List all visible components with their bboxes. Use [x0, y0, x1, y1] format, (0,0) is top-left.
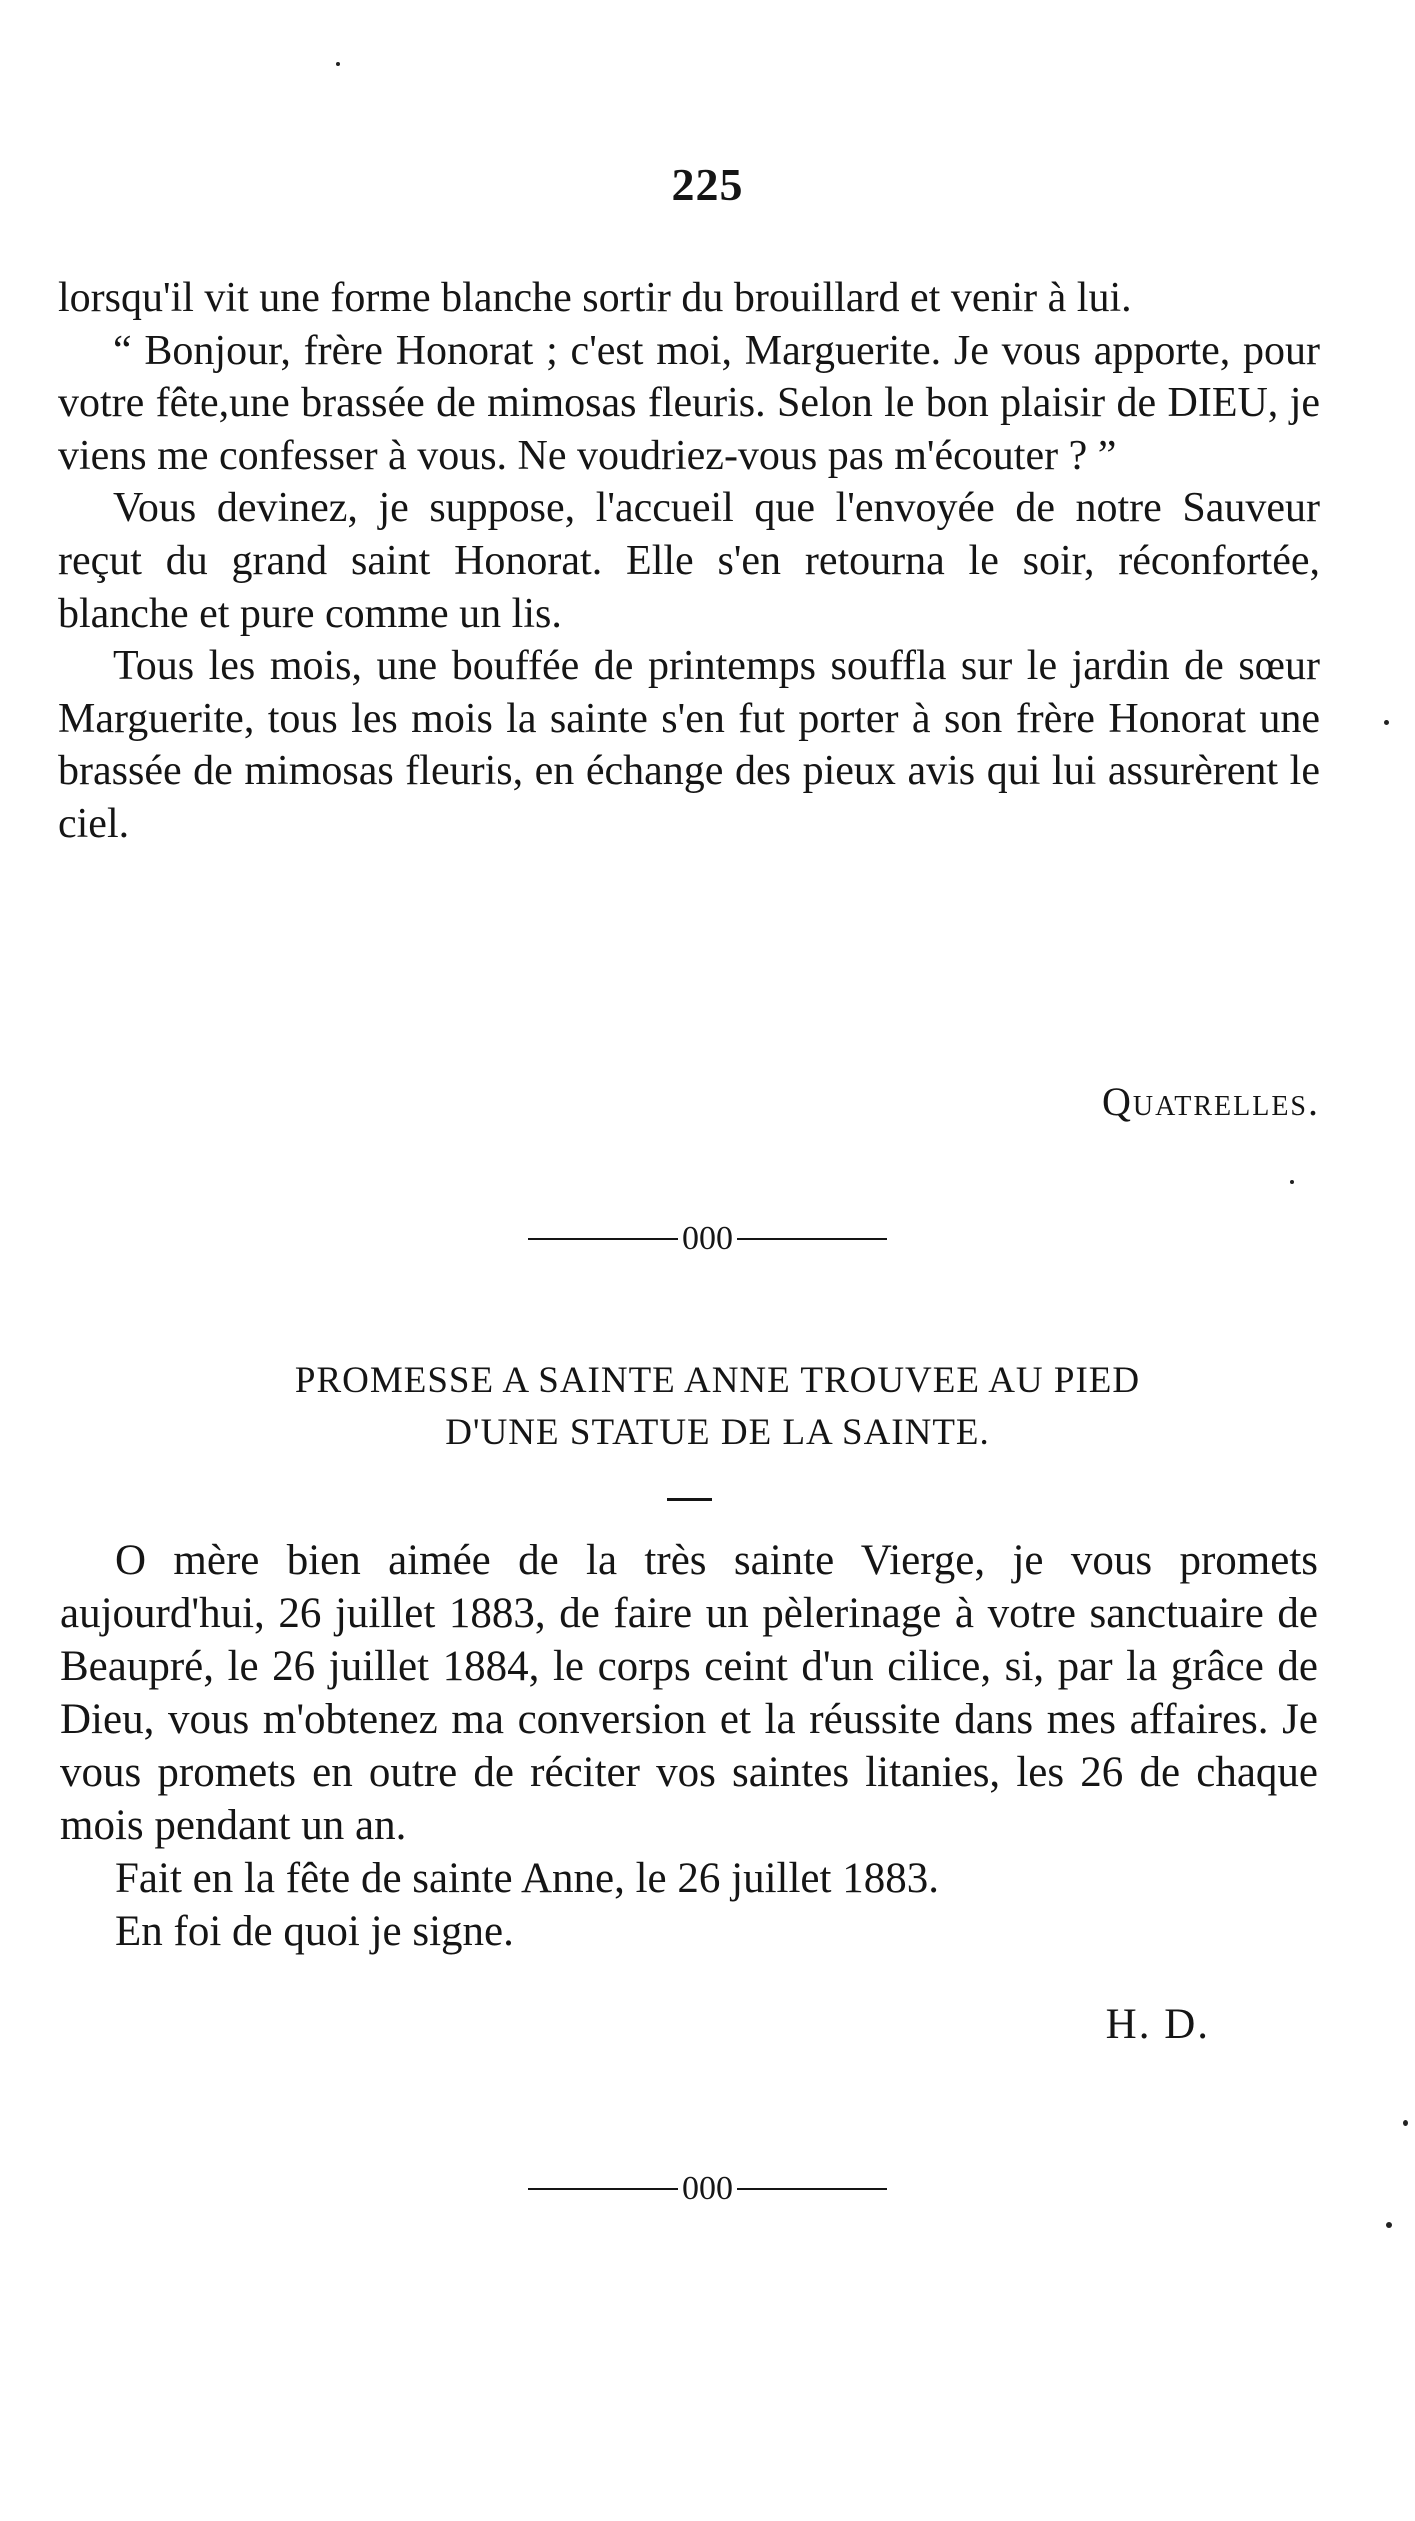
promise-paragraph: O mère bien aimée de la très sainte Vierge, je vous promets aujourd'hui, 26 juillet 1883, de faire un pèlerinage à votre sanctuaire de Beaupré, le 26 juillet 1884, le corps ceint d'un cilice, si, par la grâce de Dieu, vous m'obtenez ma conversion et la réussite dans mes affaires. Je vous promets en outre de réciter vos saintes litanies, les 26 de chaque mois pendant un an.	[60, 1537, 1318, 1849]
scan-speck	[1386, 2222, 1392, 2228]
section-separator-end	[0, 2168, 1415, 2208]
story-text	[58, 272, 1320, 851]
story-paragraph: Tous les mois, une bouffée de printemps souffla sur le jardin de sœur Marguerite, tous les mois la sainte s'en fut porter à son frère Honorat une brassée de mimosas fleuris, en échange des pieux avis qui lui assurèrent le ciel.	[58, 643, 1320, 847]
separator-rule-left	[528, 1238, 678, 1240]
scan-speck	[336, 62, 340, 66]
story-paragraph: Vous devinez, je suppose, l'accueil que l'envoyée de notre Sauveur reçut du grand saint Honorat. Elle s'en retourna le soir, réconfortée, blanche et pure comme un lis.	[58, 485, 1320, 637]
page-number: 225	[671, 159, 744, 210]
separator-mark: 000	[682, 1220, 733, 1258]
story-paragraph: “ Bonjour, frère Honorat ; c'est moi, Marguerite. Je vous apporte, pour votre fête,une brassée de mimosas fleuris. Selon le bon plaisir de DIEU, je viens me confesser à vous. Ne voudriez-vous pas m'écouter ? ”	[58, 327, 1320, 479]
scan-speck	[1384, 720, 1389, 725]
promise-text	[60, 1534, 1318, 1958]
promise-paragraph: Fait en la fête de sainte Anne, le 26 juillet 1883.	[115, 1855, 939, 1902]
section-separator	[0, 1218, 1415, 1258]
story-signature: Quatrelles.	[1102, 1079, 1320, 1124]
heading-line-2: D'UNE STATUE DE LA SAINTE.	[445, 1412, 990, 1453]
separator-rule-left	[528, 2188, 678, 2190]
scan-speck	[1403, 2120, 1408, 2126]
scan-speck	[1290, 1180, 1294, 1184]
heading-line-1: PROMESSE A SAINTE ANNE TROUVEE AU PIED	[294, 1360, 1141, 1401]
section-heading	[0, 1355, 1415, 1459]
story-paragraph: lorsqu'il vit une forme blanche sortir du brouillard et venir à lui.	[58, 275, 1132, 321]
separator-rule-right	[737, 1238, 887, 1240]
promise-paragraph: En foi de quoi je signe.	[115, 1908, 514, 1955]
separator-rule-right	[737, 2188, 887, 2190]
promise-signature: H. D.	[1105, 2001, 1210, 2048]
separator-mark: 000	[682, 2170, 733, 2208]
heading-dash	[667, 1498, 712, 1501]
